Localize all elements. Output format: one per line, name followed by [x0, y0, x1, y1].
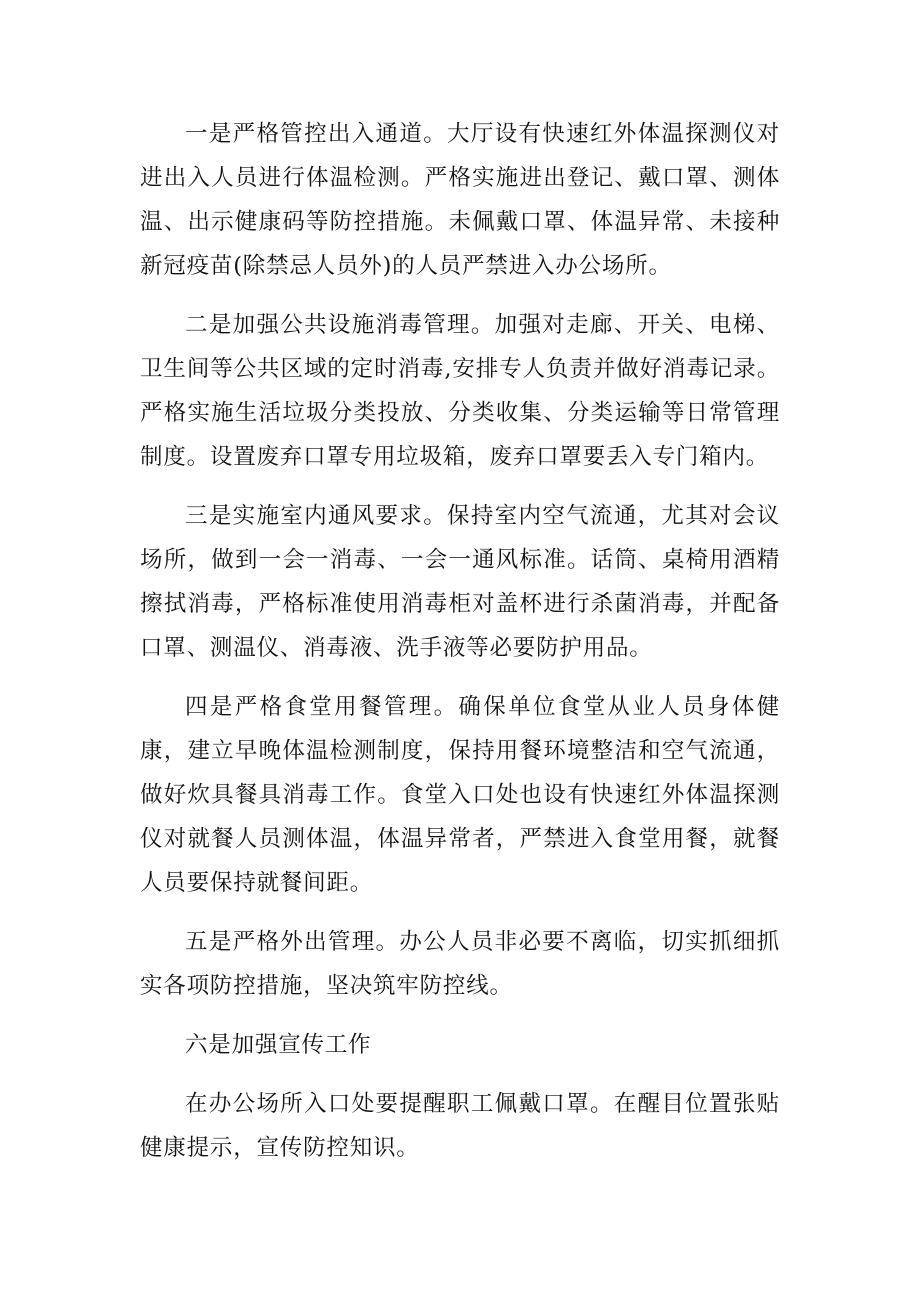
- paragraph-disinfection: 二是加强公共设施消毒管理。加强对走廊、开关、电梯、卫生间等公共区域的定时消毒,安排专人负责并做好消毒记录。严格实施生活垃圾分类投放、分类收集、分类运输等日常管理制度。设置废弃口罩专用垃圾箱，废弃口罩要丢入专门箱内。: [140, 312, 780, 470]
- paragraph-publicity-heading: 六是加强宣传工作: [185, 1032, 372, 1058]
- document-body: [140, 112, 780, 1185]
- paragraph-publicity: 在办公场所入口处要提醒职工佩戴口罩。在醒目位置张贴健康提示，宣传防控知识。: [140, 1091, 780, 1161]
- paragraph-canteen: 四是严格食堂用餐管理。确保单位食堂从业人员身体健康，建立早晚体温检测制度，保持用餐环境整洁和空气流通，做好炊具餐具消毒工作。食堂入口处也设有快速红外体温探测仪对就餐人员测体温，体温异常者，严禁进入食堂用餐，就餐人员要保持就餐间距。: [140, 694, 780, 896]
- paragraph-entrance-control: 一是严格管控出入通道。大厅设有快速红外体温探测仪对进出入人员进行体温检测。严格实施进出登记、戴口罩、测体温、出示健康码等防控措施。未佩戴口罩、体温异常、未接种新冠疫苗(除禁忌人员外)的人员严禁进入办公场所。: [140, 121, 780, 279]
- paragraph-outing: 五是严格外出管理。办公人员非必要不离临，切实抓细抓实各项防控措施，坚决筑牢防控线。: [140, 929, 780, 999]
- paragraph-ventilation: 三是实施室内通风要求。保持室内空气流通，尤其对会议场所，做到一会一消毒、一会一通风标准。话筒、桌椅用酒精擦拭消毒，严格标准使用消毒柜对盖杯进行杀菌消毒，并配备口罩、测温仪、消毒液、洗手液等必要防护用品。: [140, 503, 780, 661]
